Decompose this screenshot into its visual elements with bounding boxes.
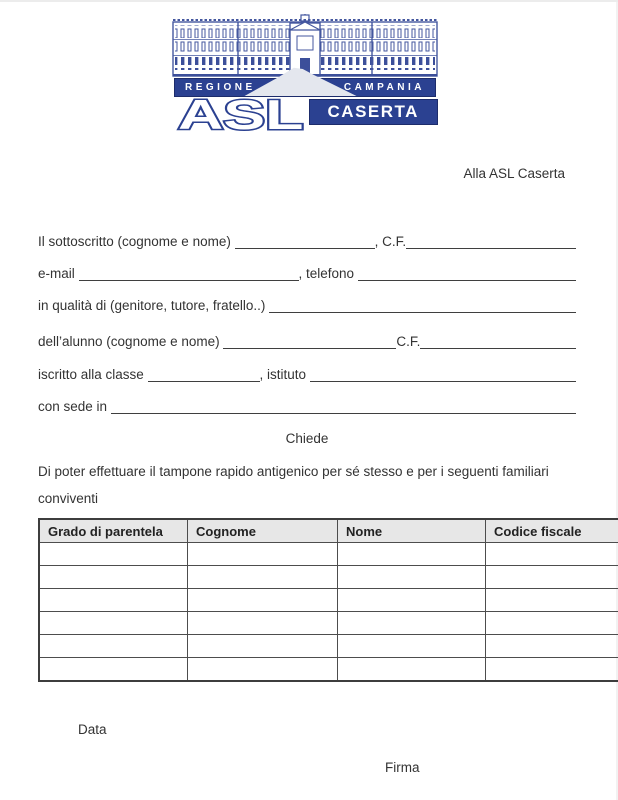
column-header-surname: Cognome xyxy=(188,519,338,543)
logo-wordmark-row xyxy=(172,98,438,132)
table-cell-empty xyxy=(188,543,338,566)
table-row xyxy=(39,658,618,682)
asl-wordmark xyxy=(176,98,308,132)
table-cell-empty xyxy=(39,566,188,589)
regione-label: REGIONE xyxy=(185,81,256,93)
recipient-line: Alla ASL Caserta xyxy=(463,166,565,181)
fill-in-blank xyxy=(79,267,299,281)
fill-in-blank xyxy=(148,368,260,382)
table-cell-empty xyxy=(338,612,486,635)
fill-in-blank xyxy=(111,400,576,414)
fill-in-blank xyxy=(420,335,576,349)
fill-in-blank xyxy=(310,368,576,382)
date-label: Data xyxy=(78,722,107,737)
table-cell-empty xyxy=(338,635,486,658)
table-row xyxy=(39,612,618,635)
regione-campania-banner xyxy=(174,78,436,97)
form-line-label: in qualità di (genitore, tutore, fratello..) xyxy=(38,298,270,313)
table-cell-empty xyxy=(338,658,486,682)
table-cell-empty xyxy=(486,612,618,635)
family-table-body xyxy=(39,543,618,682)
palace-building-icon xyxy=(172,14,438,78)
table-cell-empty xyxy=(188,658,338,682)
asl-wordmark-text: ASL xyxy=(177,98,304,132)
table-row xyxy=(39,635,618,658)
table-header-row xyxy=(39,519,618,543)
table-cell-empty xyxy=(39,635,188,658)
fill-in-blank xyxy=(269,299,576,313)
form-line-label: , istituto xyxy=(259,367,310,382)
fill-in-blank xyxy=(235,235,375,249)
form-line-student xyxy=(38,333,576,350)
form-line-role xyxy=(38,297,576,314)
table-cell-empty xyxy=(39,612,188,635)
table-cell-empty xyxy=(188,635,338,658)
form-line-label: e-mail xyxy=(38,266,79,281)
request-body: Di poter effettuare il tampone rapido antigenico per sé stesso e per i seguenti familiari conviventi xyxy=(38,464,549,506)
table-cell-empty xyxy=(486,543,618,566)
campania-label: CAMPANIA xyxy=(343,81,425,93)
form-line-label: Il sottoscritto (cognome e nome) xyxy=(38,234,235,249)
table-cell-empty xyxy=(188,612,338,635)
table-cell-empty xyxy=(338,589,486,612)
asl-caserta-logo xyxy=(172,14,438,132)
table-cell-empty xyxy=(338,543,486,566)
column-header-relationship: Grado di parentela xyxy=(39,519,188,543)
fill-in-blank xyxy=(406,235,576,249)
table-row xyxy=(39,543,618,566)
caserta-wordmark-text: CASERTA xyxy=(327,102,419,121)
caserta-wordmark-box xyxy=(309,99,439,125)
table-row xyxy=(39,566,618,589)
signature-label: Firma xyxy=(385,760,420,775)
form-line-email-phone xyxy=(38,265,576,282)
form-line-label: dell’alunno (cognome e nome) xyxy=(38,334,224,349)
form-line-class-school xyxy=(38,366,576,383)
form-line-label: iscritto alla classe xyxy=(38,367,148,382)
form-line-label: , telefono xyxy=(298,266,358,281)
fill-in-blank xyxy=(358,267,576,281)
column-header-name: Nome xyxy=(338,519,486,543)
table-cell-empty xyxy=(486,635,618,658)
form-line-label: , C.F. xyxy=(374,234,407,249)
column-header-fiscal-code: Codice fiscale xyxy=(486,519,618,543)
table-cell-empty xyxy=(486,566,618,589)
family-members-table xyxy=(38,518,618,682)
form-line-subscriber xyxy=(38,233,576,250)
table-row xyxy=(39,589,618,612)
table-cell-empty xyxy=(39,543,188,566)
table-cell-empty xyxy=(486,589,618,612)
table-cell-empty xyxy=(188,566,338,589)
table-cell-empty xyxy=(188,589,338,612)
form-line-location xyxy=(38,398,576,415)
table-cell-empty xyxy=(39,658,188,682)
form-line-label: con sede in xyxy=(38,399,111,414)
table-cell-empty xyxy=(486,658,618,682)
table-cell-empty xyxy=(39,589,188,612)
table-cell-empty xyxy=(338,566,486,589)
form-line-label: C.F. xyxy=(396,334,421,349)
fill-in-blank xyxy=(223,335,396,349)
request-title: Chiede xyxy=(285,431,329,446)
